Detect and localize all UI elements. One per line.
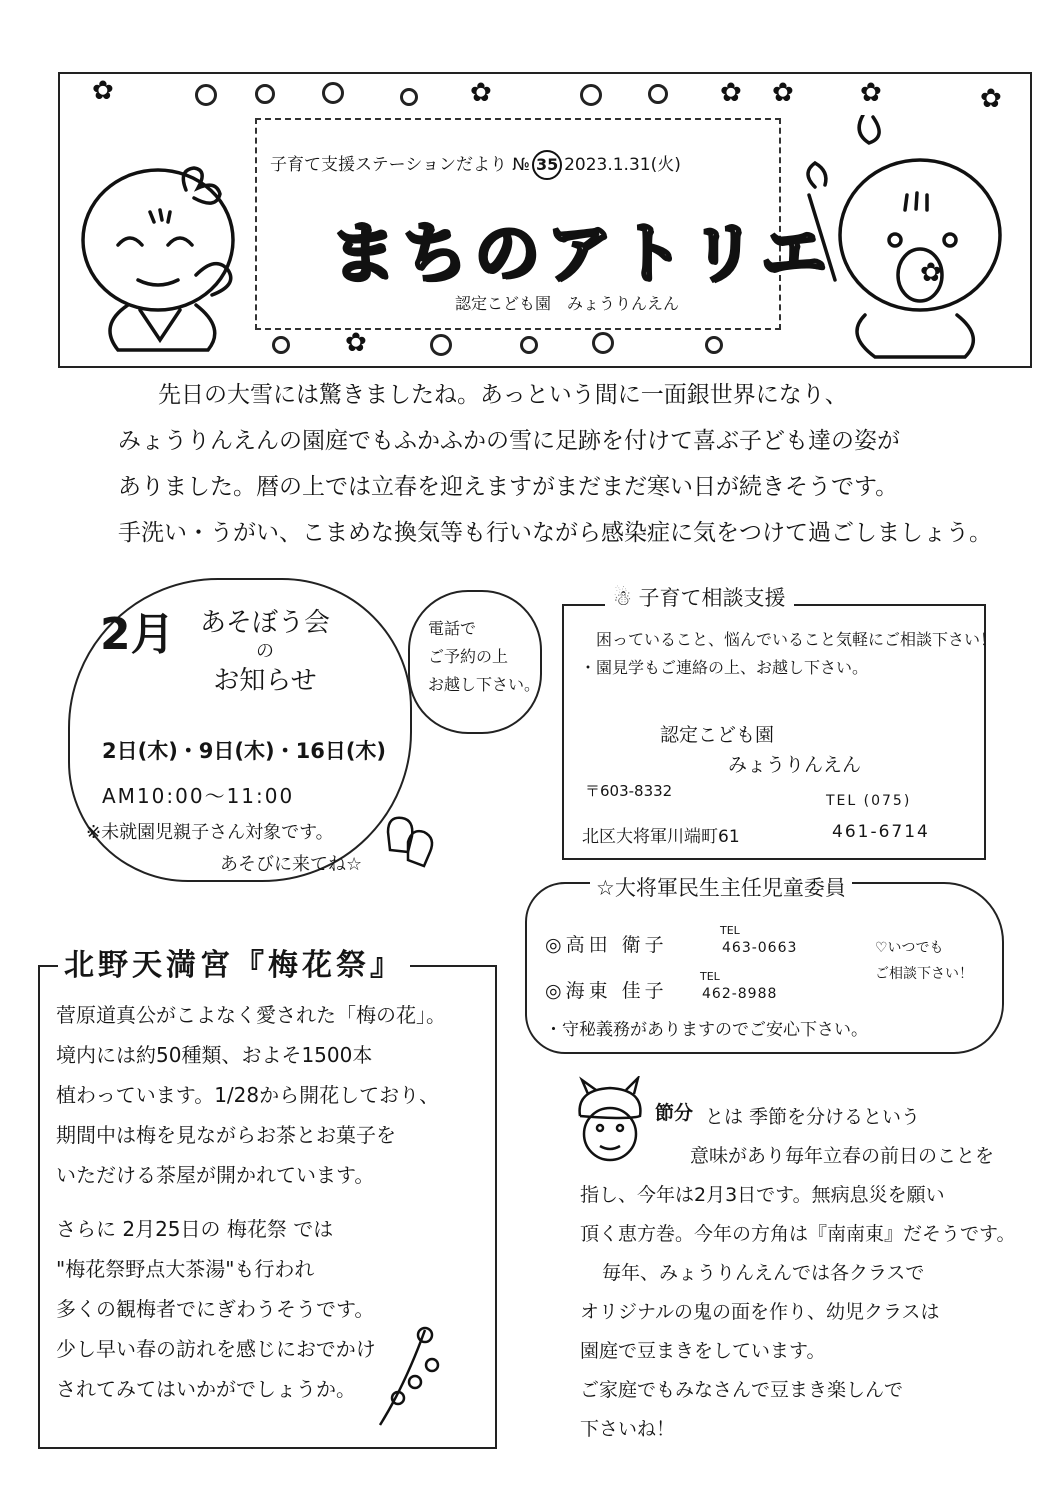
phone-note (428, 615, 540, 699)
consultation-org-line: みょうりんえん (728, 754, 862, 776)
consultation-line: 困っていること、悩んでいること気軽にご相談下さい！ (596, 630, 997, 649)
commissioner-tel-label: TEL (720, 924, 740, 937)
event-time: AM10:00～11:00 (102, 784, 295, 808)
setsubun-line: 指し、今年は2月3日です。無病息災を願い (580, 1184, 945, 1206)
dot-decoration (400, 88, 418, 106)
plum-line: 境内には約50種類、およそ1500本 (56, 1043, 373, 1067)
baby-girl-illustration (68, 150, 253, 355)
commissioners-note-line: ♡いつでも (875, 940, 944, 956)
flower-icon: ✿ (470, 78, 492, 108)
dot-decoration (272, 336, 290, 354)
plum-festival-heading: 北野天満宮『梅花祭』 (58, 940, 410, 984)
flower-icon: ✿ (920, 258, 942, 288)
setsubun-line: 毎年、みょうりんえんでは各クラスで (602, 1262, 925, 1284)
dot-decoration (255, 84, 275, 104)
commissioners-note-line: ご相談下さい！ (875, 966, 973, 982)
consultation-heading (605, 582, 794, 612)
flower-icon: ✿ (772, 78, 794, 108)
postal-code: 〒603-8332 (585, 782, 673, 800)
commissioner-tel: 462-8988 (702, 986, 778, 1002)
consultation-org (660, 720, 861, 780)
intro-line: 先日の大雪には驚きましたね。あっという間に一面銀世界になり、 (158, 382, 848, 408)
consultation-heading-text: 子育て相談支援 (638, 586, 786, 610)
page-title: まちのアトリエ (330, 215, 833, 292)
setsubun-heading: 節分 (655, 1102, 694, 1124)
dot-decoration (195, 84, 217, 106)
phone-note-line: 電話で (428, 619, 477, 638)
intro-paragraph (118, 372, 1018, 556)
consultation-text (580, 626, 996, 682)
snowman-icon: ☃ (613, 586, 632, 610)
plum-line: 期間中は梅を見ながらお茶とお菓子を (56, 1123, 396, 1147)
event-title (200, 605, 330, 699)
consultation-line: ・園見学もご連絡の上、お越し下さい。 (580, 658, 869, 677)
commissioners-note (875, 935, 973, 987)
event-title-line: お知らせ (213, 666, 317, 696)
commissioner-name: ◎高田 衛子 (545, 934, 668, 956)
commissioner-name: ◎海東 佳子 (545, 980, 668, 1002)
commissioner-tel: 463-0663 (722, 940, 798, 956)
event-welcome: あそびに来てね☆ (220, 854, 363, 875)
plum-line: "梅花祭野点大茶湯"も行われ (56, 1257, 315, 1281)
newsletter-name: 子育て支援ステーションだより (270, 155, 507, 175)
dot-decoration (648, 84, 668, 104)
phone-note-line: お越し下さい。 (428, 675, 541, 694)
dot-decoration (592, 332, 614, 354)
event-target: ※未就園児親子さん対象です。 (86, 822, 334, 843)
plum-branch-icon (370, 1320, 450, 1430)
event-title-line: の (256, 641, 274, 662)
setsubun-line: 園庭で豆まきをしています。 (580, 1340, 826, 1362)
phone-number: 461-6714 (832, 822, 930, 842)
confidentiality-note: ・守秘義務がありますのでご安心下さい。 (545, 1020, 868, 1040)
tel-label: TEL (075) (826, 793, 912, 809)
event-title-line: あそぼう会 (200, 608, 331, 638)
plum-line: されてみてはいかがでしょうか。 (56, 1377, 356, 1401)
newsletter-subtitle (270, 150, 681, 180)
mittens-icon (380, 812, 440, 872)
dot-decoration (322, 82, 344, 104)
setsubun-line: 頂く恵方巻。今年の方角は『南南東』だそうです。 (580, 1223, 1016, 1245)
intro-line: みょうりんえんの園庭でもふかふかの雪に足跡を付けて喜ぶ子ども達の姿が (118, 428, 900, 454)
issue-date: 2023.1.31(火) (564, 155, 681, 175)
setsubun-text (580, 1098, 1020, 1449)
plum-line: 多くの観梅者でにぎわうそうです。 (56, 1297, 375, 1321)
event-month: 2月 (100, 609, 175, 660)
dot-decoration (520, 336, 538, 354)
plum-line: 菅原道真公がこよなく愛された「梅の花」。 (56, 1003, 446, 1027)
dot-decoration (430, 334, 452, 356)
setsubun-line: とは 季節を分けるという (705, 1106, 921, 1128)
plum-line: 少し早い春の訪れを感じにおでかけ (56, 1337, 376, 1361)
issue-number-prefix: № (512, 155, 531, 175)
flower-icon: ✿ (980, 84, 1002, 114)
plum-line: 植わっています。1/28から開花しており、 (56, 1083, 440, 1107)
address: 北区大将軍川端町61 (582, 827, 740, 847)
setsubun-line: 下さいね！ (580, 1418, 676, 1440)
consultation-org-line: 認定こども園 (660, 724, 775, 746)
intro-line: ありました。暦の上では立春を迎えますがまだまだ寒い日が続きそうです。 (118, 474, 899, 500)
setsubun-line: 意味があり毎年立春の前日のことを (690, 1145, 995, 1167)
flower-icon: ✿ (720, 78, 742, 108)
flower-icon: ✿ (92, 76, 114, 106)
setsubun-line: オリジナルの鬼の面を作り、幼児クラスは (580, 1301, 940, 1323)
dot-decoration (580, 84, 602, 106)
plum-line: さらに 2月25日の 梅花祭 では (56, 1217, 334, 1241)
flower-icon: ✿ (345, 328, 367, 358)
phone-note-line: ご予約の上 (428, 647, 509, 666)
event-dates: 2日(木)・9日(木)・16日(木) (102, 739, 387, 763)
commissioners-heading: ☆大将軍民生主任児童委員 (590, 872, 852, 902)
issue-number: 35 (532, 150, 562, 180)
plum-line: いただける茶屋が開かれています。 (56, 1163, 375, 1187)
setsubun-line: ご家庭でもみなさんで豆まき楽しんで (580, 1379, 904, 1401)
org-name: 認定こども園 みょうりんえん (455, 294, 680, 313)
dot-decoration (705, 336, 723, 354)
intro-line: 手洗い・うがい、こまめな換気等も行いながら感染症に気をつけて過ごしましょう。 (118, 520, 992, 546)
commissioner-tel-label: TEL (700, 970, 720, 983)
flower-icon: ✿ (860, 78, 882, 108)
